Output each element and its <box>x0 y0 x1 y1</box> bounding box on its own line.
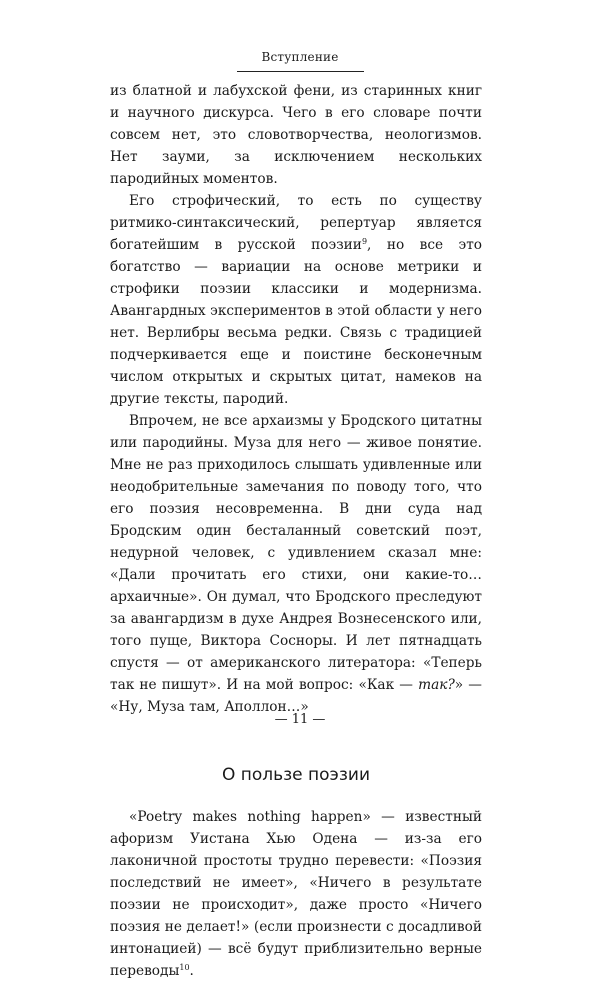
section-title: О пользе поэзии <box>221 765 371 785</box>
running-head-rule <box>237 71 364 72</box>
footnote-ref: 9 <box>361 237 368 246</box>
page-number: — 11 — <box>274 712 326 727</box>
intro-paragraphs <box>110 80 482 718</box>
paragraph <box>110 80 482 190</box>
paragraph-text: Его строфический, то есть по существу ритмико-синтаксический, репертуар является богатейшим в русской поэзии <box>110 193 482 253</box>
body-text <box>110 80 482 982</box>
paragraph <box>110 190 482 410</box>
running-head: Вступление <box>261 50 339 64</box>
emphasis: так? <box>418 677 455 693</box>
paragraph <box>110 410 482 718</box>
paragraph-text: из блатной и лабухской фени, из старинных книг и научного дискурса. Чего в его словаре почти совсем нет, это словотворчества, неологизмов. Нет зауми, за исключением нескольких пародийных моментов. <box>110 83 482 187</box>
paragraph-text: «Poetry makes nothing happen» — известный афоризм Уистана Хью Одена — из-за его лаконичной простоты трудно перевести: «Поэзия последствий не имеет», «Ничего в результате поэзии не происходит», даже просто «Ничего поэзия не делает!» (если произнести с досадливой интонацией) — всё будут приблизительно верные переводы <box>110 809 482 979</box>
paragraph-text: , но все это богатство — вариации на основе метрики и строфики поэзии классики и модернизма. Авангардных экспериментов в этой области у него нет. Верлибры весьма редки. Связь с традицией подчеркивается еще и поистине бесконечным числом открытых и скрытых цитат, намеков на другие тексты, пародий. <box>110 237 483 407</box>
section-paragraphs <box>110 806 482 982</box>
paragraph-text: Впрочем, не все архаизмы у Бродского цитатны или пародийны. Муза для него — живое понятие. Мне не раз приходилось слышать удивленные или неодобрительные замечания по поводу того, что его поэзия несовременна. В дни суда над Бродским один бесталанный советский поэт, недурной человек, с удивлением сказал мне: «Дали прочитать его стихи, они какие-то… архаичные». Он думал, что Бродского преследуют за авангардизм в духе Андрея Вознесенского или, того пуще, Виктора Сосноры. И лет пятнадцать спустя — от американского литератора: «Теперь так не пишут». И на мой вопрос: «Как — <box>110 413 482 693</box>
paragraph <box>110 806 482 982</box>
footnote-ref: 10 <box>179 963 190 972</box>
paragraph-text: . <box>189 963 194 979</box>
paragraph-text: » — «Ну, Муза там, Аполлон…» <box>110 677 482 715</box>
